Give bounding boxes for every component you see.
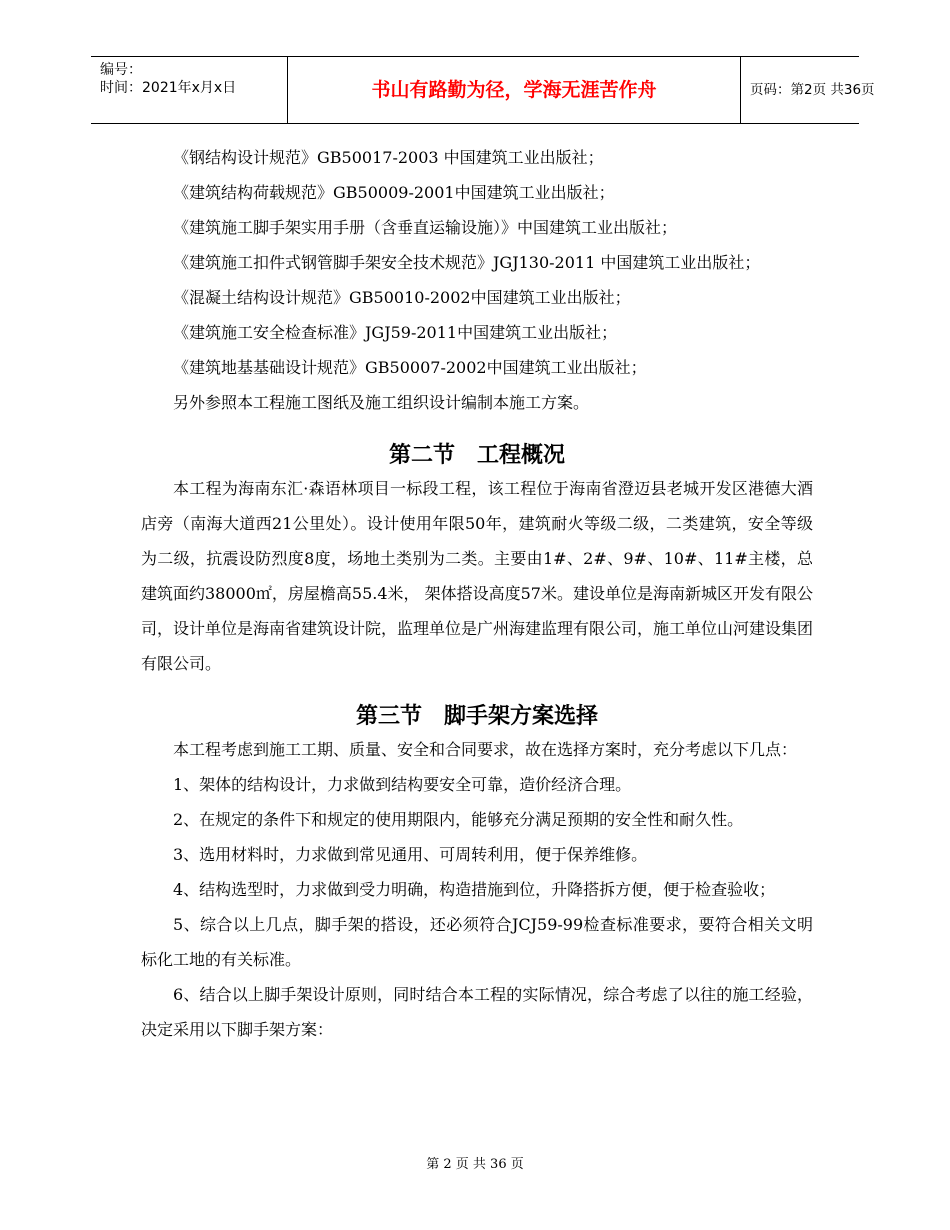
section-3-point: 2、在规定的条件下和规定的使用期限内，能够充分满足预期的安全性和耐久性。 (173, 810, 744, 829)
reference-list (141, 140, 813, 420)
document-body (141, 140, 813, 1047)
document-number-label: 编号： (100, 62, 142, 78)
header-motto-cell (287, 57, 741, 123)
section-3-point: 3、选用材料时，力求做到常见通用、可周转利用，便于保养维修。 (173, 845, 648, 864)
section-3-point: 1、架体的结构设计，力求做到结构要安全可靠，造价经济合理。 (173, 775, 632, 794)
page-footer: 第 2 页 共 36 页 (426, 1157, 524, 1172)
section-3-intro: 本工程考虑到施工工期、质量、安全和合同要求，故在选择方案时，充分考虑以下几点： (173, 740, 798, 759)
section-3-title: 第三节 脚手架方案选择 (355, 704, 598, 729)
header-page-info: 页码：第2页 共36页 (750, 82, 875, 98)
reference-item: 《建筑施工脚手架实用手册（含垂直运输设施）》中国建筑工业出版社； (173, 218, 678, 237)
reference-item: 《混凝土结构设计规范》GB50010-2002中国建筑工业出版社； (173, 288, 631, 307)
section-2-body: 本工程为海南东汇·森语林项目一标段工程，该工程位于海南省澄迈县老城开发区港德大酒店旁（南海大道西21公里处）。设计使用年限50年，建筑耐火等级二级，二类建筑，安全等级为二级，抗震设防烈度8度，场地土类别为二类。主要由1#、2#、9#、10#、11#主楼，总建筑面约38000㎡，房屋檐高55.4米， 架体搭设高度57米。建设单位是海南新城区开发有限公司，设计单位是海南省建筑设计院，监理单位是广州海建监理有限公司，施工单位山河建设集团有限公司。 (141, 479, 814, 673)
reference-item: 《建筑施工安全检查标准》JGJ59-2011中国建筑工业出版社； (173, 323, 618, 342)
header-meta-cell (91, 57, 287, 123)
reference-note: 另外参照本工程施工图纸及施工组织设计编制本施工方案。 (173, 393, 590, 412)
section-3-point: 5、综合以上几点，脚手架的搭设，还必须符合JCJ59-99检查标准要求，要符合相关文明标化工地的有关标准。 (141, 915, 813, 969)
section-3-point: 4、结构选型时，力求做到受力明确，构造措施到位，升降搭拆方便，便于检查验收； (173, 880, 776, 899)
reference-item: 《建筑施工扣件式钢管脚手架安全技术规范》JGJ130-2011 中国建筑工业出版社； (173, 253, 761, 272)
document-time-label: 时间：2021年x月x日 (100, 80, 237, 96)
page-header (91, 56, 875, 124)
section-3-point: 6、结合以上脚手架设计原则，同时结合本工程的实际情况，综合考虑了以往的施工经验，决定采用以下脚手架方案： (141, 985, 813, 1039)
section-2-title: 第二节 工程概况 (388, 443, 565, 468)
reference-item: 《建筑结构荷载规范》GB50009-2001中国建筑工业出版社； (173, 183, 615, 202)
reference-item: 《钢结构设计规范》GB50017-2003 中国建筑工业出版社； (173, 148, 604, 167)
motto-text: 书山有路勤为径，学海无涯苦作舟 (371, 79, 657, 101)
reference-item: 《建筑地基基础设计规范》GB50007-2002中国建筑工业出版社； (173, 358, 647, 377)
header-page-cell (741, 57, 875, 123)
